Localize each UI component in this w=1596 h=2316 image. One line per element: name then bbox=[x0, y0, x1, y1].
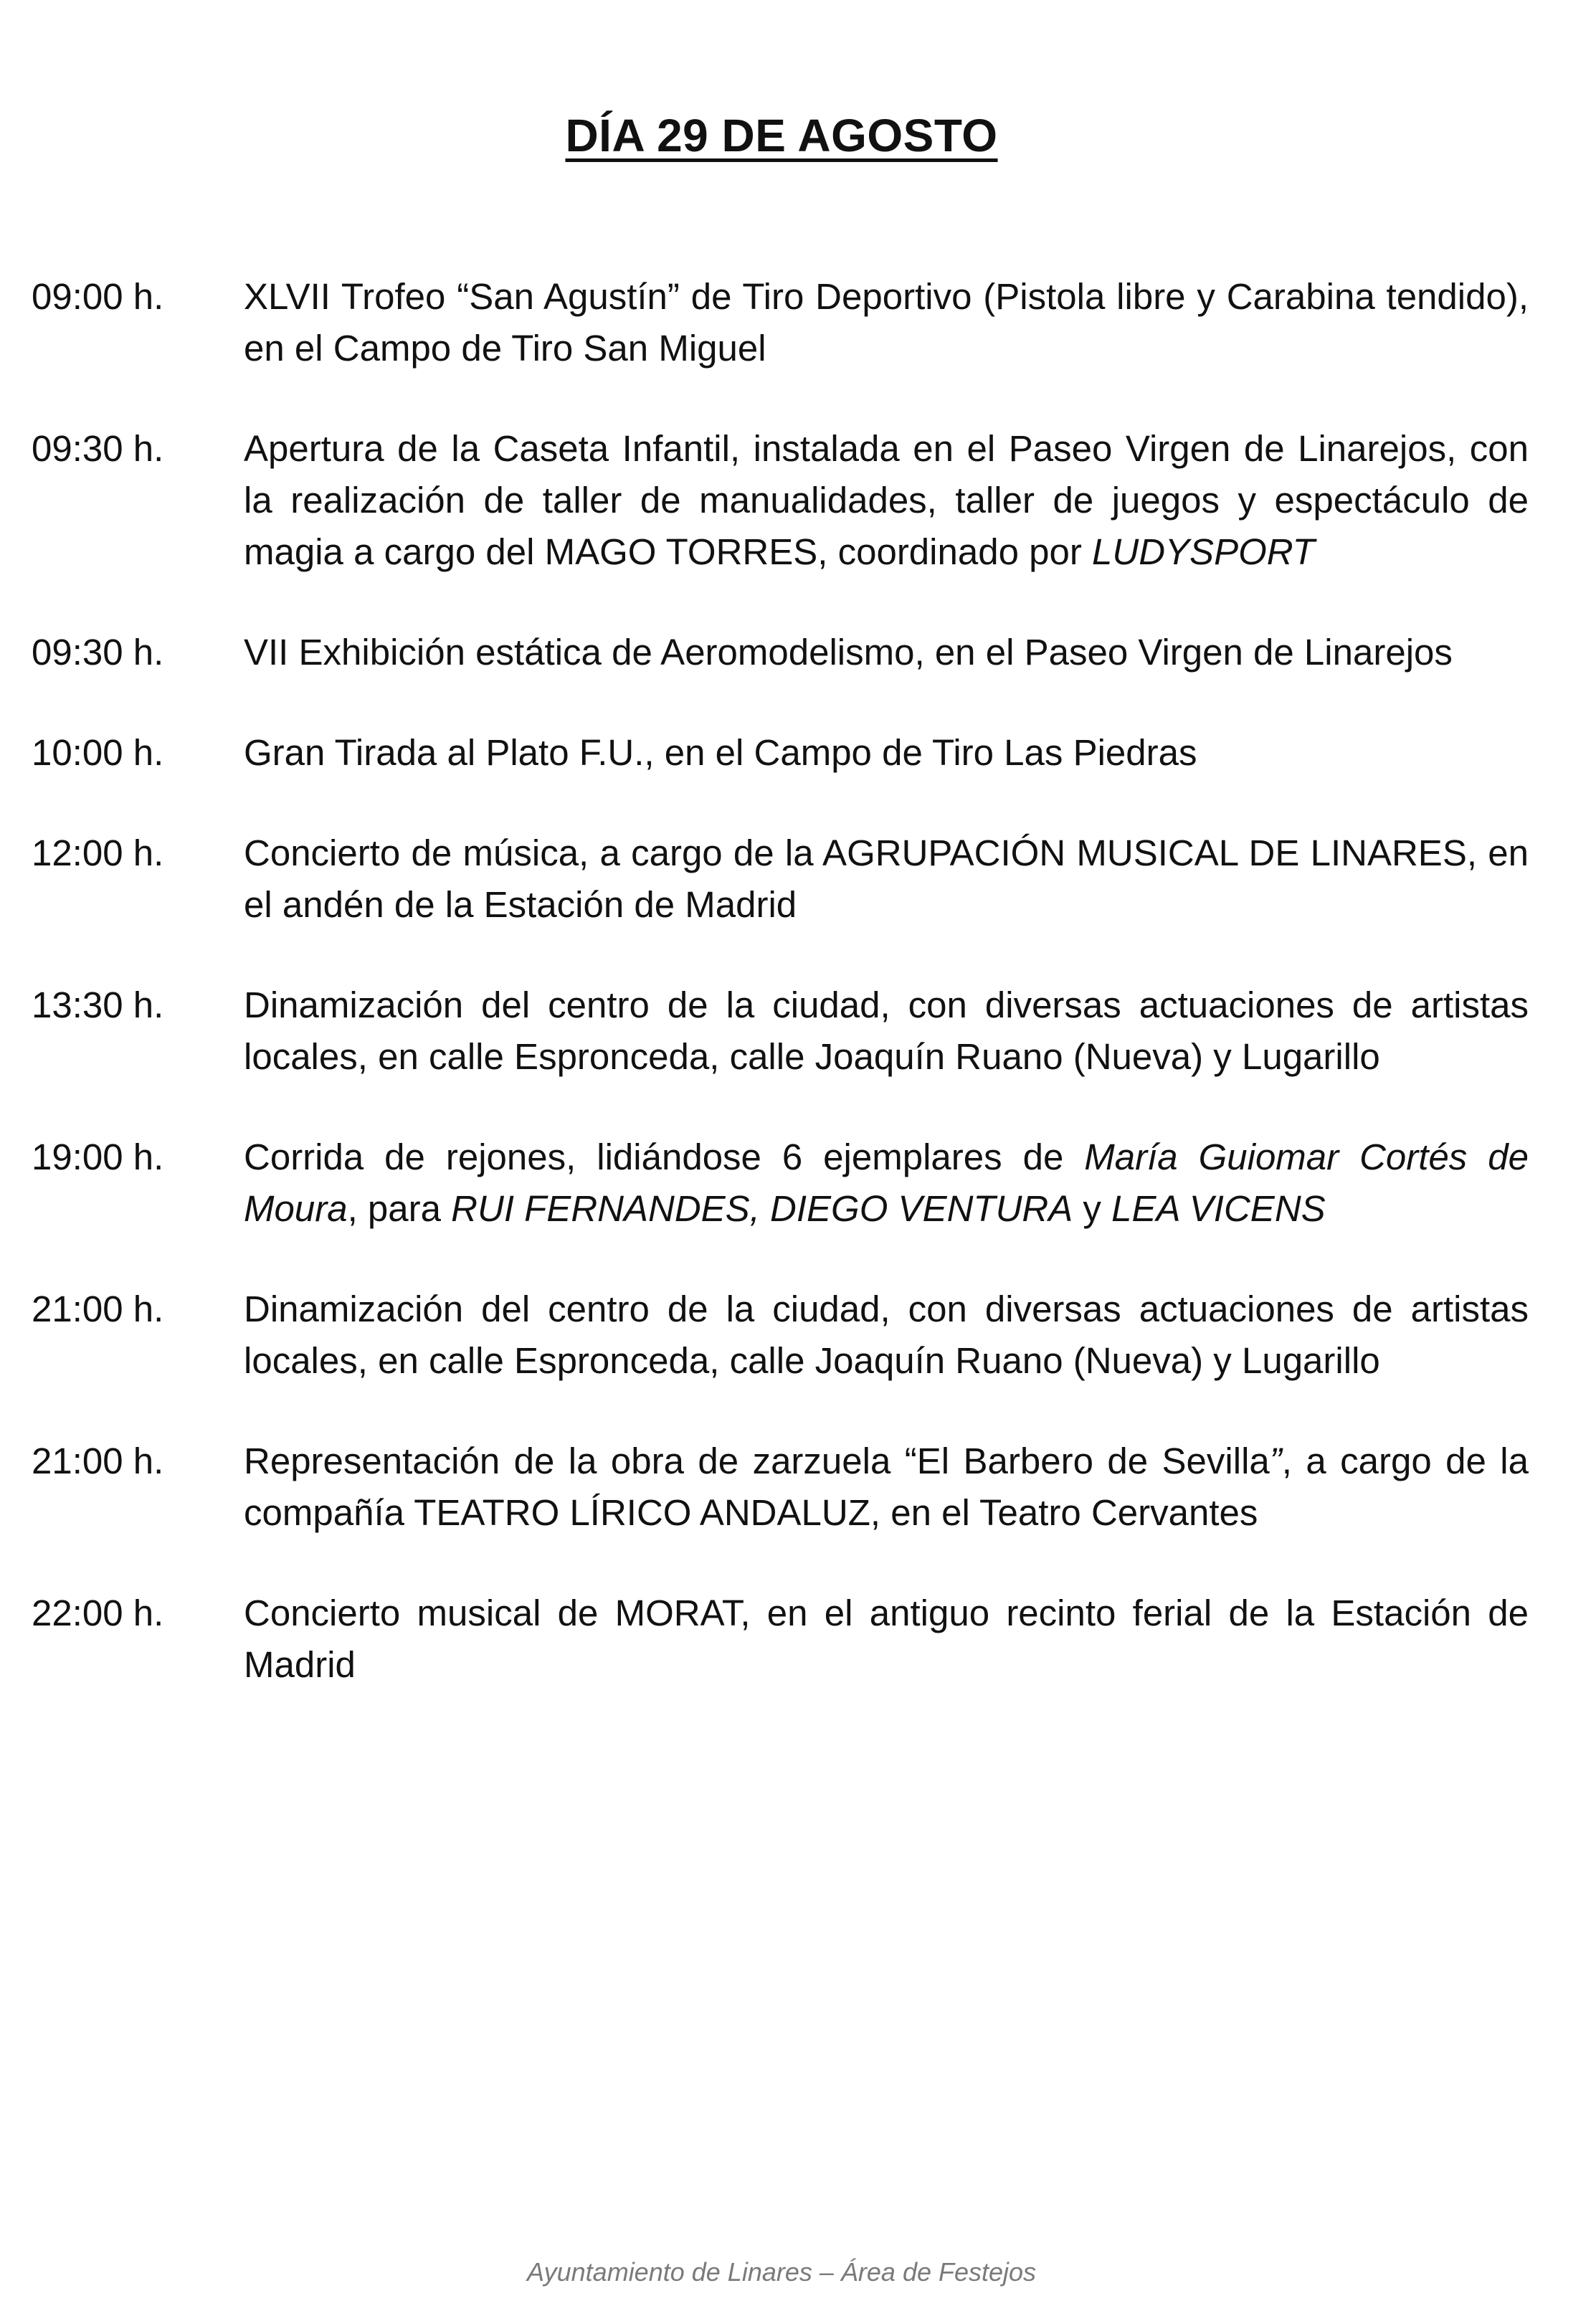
event-row bbox=[32, 1131, 1529, 1235]
event-description bbox=[244, 1587, 1529, 1691]
event-text: Apertura de la Caseta Infantil, instalada en el Paseo Virgen de Linarejos, con la realización de taller de manualidades, taller de juegos y espectáculo de magia a cargo del MAGO TORRES, coordinado por bbox=[244, 428, 1529, 572]
event-row bbox=[32, 1435, 1529, 1539]
event-text: Dinamización del centro de la ciudad, con diversas actuaciones de artistas locales, en calle Espronceda, calle Joaquín Ruano (Nueva) y Lugarillo bbox=[244, 984, 1529, 1077]
event-text-italic: María Guiomar Cortés de Moura bbox=[244, 1136, 1529, 1229]
event-row bbox=[32, 727, 1529, 779]
event-description bbox=[244, 271, 1529, 374]
event-text: , a cargo de la compañía TEATRO LÍRICO ANDALUZ, en el Teatro Cervantes bbox=[244, 1441, 1529, 1533]
event-text: Corrida de rejones, lidiándose 6 ejemplares de bbox=[244, 1136, 1085, 1177]
event-description bbox=[244, 1131, 1529, 1235]
event-time: 09:30 h. bbox=[32, 632, 164, 673]
event-time: 19:00 h. bbox=[32, 1136, 164, 1177]
event-text: VII Exhibición estática de Aeromodelismo, en el Paseo Virgen de Linarejos bbox=[244, 632, 1453, 673]
event-time: 10:00 h. bbox=[32, 732, 164, 773]
event-row bbox=[32, 271, 1529, 374]
event-time: 12:00 h. bbox=[32, 832, 164, 873]
event-time: 21:00 h. bbox=[32, 1288, 164, 1329]
event-time: 21:00 h. bbox=[32, 1441, 164, 1481]
event-text-italic: RUI FERNANDES, DIEGO VENTURA bbox=[451, 1188, 1073, 1229]
event-description bbox=[244, 627, 1529, 678]
event-row bbox=[32, 979, 1529, 1083]
event-text: Representación de la obra de zarzuela “El Barbero de Sevilla bbox=[244, 1441, 1270, 1481]
event-time: 09:00 h. bbox=[32, 276, 164, 317]
page-title: DÍA 29 DE AGOSTO bbox=[565, 110, 998, 161]
event-time: 13:30 h. bbox=[32, 984, 164, 1025]
event-time: 22:00 h. bbox=[32, 1593, 164, 1633]
event-text-italic: LEA VICENS bbox=[1111, 1188, 1326, 1229]
event-description bbox=[244, 727, 1529, 779]
event-text: Gran Tirada al Plato F.U., en el Campo de Tiro Las Piedras bbox=[244, 732, 1197, 773]
event-row bbox=[32, 1587, 1529, 1691]
event-row bbox=[32, 827, 1529, 931]
event-text: XLVII Trofeo “San Agustín” de Tiro Deportivo (Pistola libre y Carabina tendido), en el Campo de Tiro San Miguel bbox=[244, 276, 1529, 369]
event-text: Concierto de música, a cargo de la AGRUPACIÓN MUSICAL DE LINARES, en el andén de la Estación de Madrid bbox=[244, 832, 1529, 925]
event-description bbox=[244, 979, 1529, 1083]
event-schedule bbox=[32, 271, 1529, 1740]
event-text: Concierto musical de MORAT, en el antiguo recinto ferial de la Estación de Madrid bbox=[244, 1593, 1529, 1685]
event-text: , para bbox=[347, 1188, 452, 1229]
event-text-italic: ” bbox=[1269, 1441, 1282, 1481]
page-footer: Ayuntamiento de Linares – Área de Festejos bbox=[526, 2257, 1037, 2287]
event-time: 09:30 h. bbox=[32, 428, 164, 469]
event-description bbox=[244, 1283, 1529, 1387]
event-description bbox=[244, 423, 1529, 578]
event-text: Dinamización del centro de la ciudad, con diversas actuaciones de artistas locales, en calle Espronceda, calle Joaquín Ruano (Nueva) y Lugarillo bbox=[244, 1288, 1529, 1381]
event-row bbox=[32, 423, 1529, 578]
event-description bbox=[244, 1435, 1529, 1539]
event-text: y bbox=[1073, 1188, 1112, 1229]
event-row bbox=[32, 627, 1529, 678]
event-row bbox=[32, 1283, 1529, 1387]
event-text-italic: LUDYSPORT bbox=[1092, 531, 1315, 572]
event-description bbox=[244, 827, 1529, 931]
